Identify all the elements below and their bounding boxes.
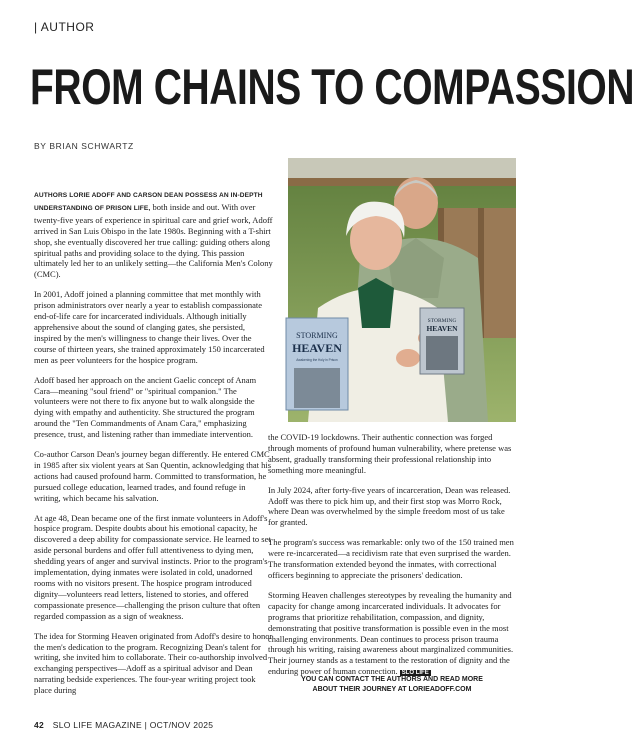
paragraph-text: both inside and out. With over twenty-five years of experience in spiritual care and grief work, Adoff arrived in San Luis Obispo in the late 1980s. Beginning with a T-shirt shop, she eventually discovered her true calling: guiding others along spiritual paths and providing solace to the dying. This passion ultimately led her to an unlikely setting—the California Men's Colony (CMC). xyxy=(34,201,273,280)
author-photo xyxy=(288,158,516,422)
page-footer xyxy=(34,720,213,730)
paragraph: The program's success was remarkable: only two of the 150 trained men were re-incarcerated—a recidivism rate that even surprised the warden. The transformation extended beyond the inmates, with correctional officers beginning to appreciate the prisoners' dedication. xyxy=(268,537,514,580)
paragraph: the COVID-19 lockdowns. Their authentic connection was forged through moments of profound human vulnerability, where pretense was absent, gradually transforming their professional relationship into something more meaningful. xyxy=(268,432,512,475)
book-subtitle: Awakening the Holy in Prison xyxy=(296,358,338,362)
cta-line: ABOUT THEIR JOURNEY AT LORIEADOFF.COM xyxy=(312,686,472,693)
cta-line: YOU CAN CONTACT THE AUTHORS AND READ MORE xyxy=(301,676,483,683)
book-title-line1-right: STORMING xyxy=(427,318,457,324)
paragraph xyxy=(268,590,516,679)
paragraph: Co-author Carson Dean's journey began differently. He entered CMC in 1985 after six violent years at San Quentin, acknowledging that his actions had caused profound harm. Committed to transformation, he pursued college education, learned trades, and found refuge in writing, which became his salvation. xyxy=(34,449,272,503)
article-headline: FROM CHAINS TO COMPASSION xyxy=(30,59,634,115)
book-title-line2: HEAVEN xyxy=(292,341,342,355)
paragraph: The idea for Storming Heaven originated from Adoff's desire to honor the men's dedication to the program. Recognizing Dean's talent for writing, she invited him to collaborate. Their co-authorship involved exchanging perspectives—Adoff as a spiritual advisor and Dean narrating bedside experiences. The four-year writing project took place during xyxy=(34,630,273,696)
paragraph xyxy=(34,189,274,280)
paragraph: Adoff based her approach on the ancient Gaelic concept of Anam Cara—meaning "soul friend" or "spiritual companion." The volunteers were not there to fix anyone but to walk alongside the dying with empathy and authenticity. She structured the program around the "Ten Commandments of Anam Cara," emphasizing presence, trust, and listening rather than immediate intervention. xyxy=(34,374,257,440)
book-title-line2-right: HEAVEN xyxy=(426,324,458,333)
article-column-left xyxy=(34,189,274,705)
byline: BY BRIAN SCHWARTZ xyxy=(34,141,134,151)
paragraph: In 2001, Adoff joined a planning committee that met monthly with prison administrators over nearly a year to establish compassionate end-of-life care for incarcerated individuals. Although initially apprehensive about the sound of clanging gates, she persisted, inspired by the men's willingness to change their lives. Over the course of thirteen years, she trained approximately 150 incarcerated men as peer volunteers for the hospice program. xyxy=(34,289,265,365)
paragraph: In July 2024, after forty-five years of incarceration, Dean was released. Adoff was there to pick him up, and their first stop was Morro Rock, where Dean was overwhelmed by the simple freedom most of us take for granted. xyxy=(268,484,511,528)
contact-callout xyxy=(268,675,516,695)
lead-in: AUTHORS LORIE ADOFF AND CARSON DEAN POSSESS AN IN-DEPTH UNDERSTANDING OF PRISON LIFE, xyxy=(34,192,263,212)
section-label: | AUTHOR xyxy=(34,20,95,34)
paragraph: At age 48, Dean became one of the first inmate volunteers in Adoff's hospice program. Despite doubts about his emotional capacity, he discovered a deep ability for compassionate service. He learned to set aside personal burdens and offer full attentiveness to dying men, shedding years of anger and survival instincts. Prior to the program's implementation, dying inmates were isolated in cold, unadorned rooms with no visitors present. The hospice program introduced dignity—volunteers read letters, listened to stories, and offered compassionate presence—challenging the prison culture that often regarded compassion as a sign of weakness. xyxy=(34,512,271,621)
page-number: 42 xyxy=(34,720,45,730)
author-photo-illustration xyxy=(288,158,516,422)
publication-name: SLO LIFE MAGAZINE | OCT/NOV 2025 xyxy=(52,720,214,730)
article-column-right xyxy=(268,432,516,688)
book-title-line1: STORMING xyxy=(296,331,338,340)
end-mark: SLO LIFE xyxy=(401,670,429,677)
paragraph-text: Storming Heaven challenges stereotypes by revealing the humanity and capacity for change among incarcerated individuals. It advocates for programs that prioritize rehabilitation, compassion, and dignity, demonstrating that positive transformation is possible even in the most challenging environments. Dean continues to process prison trauma through his writing, raising awareness about marginalized communities. Their journey stands as a testament to the restoration of dignity and the enduring power of human connection. xyxy=(268,589,514,677)
